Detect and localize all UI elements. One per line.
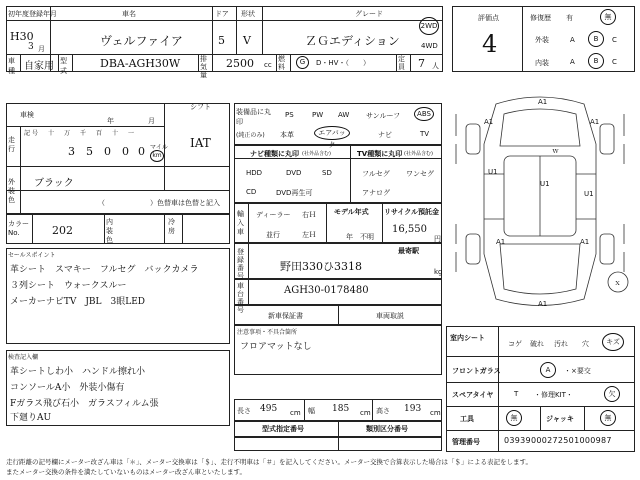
inspector-line-2: コンソールA小 外装小傷有 bbox=[10, 383, 125, 393]
import-parallel: 並行 bbox=[266, 231, 280, 239]
navi-sd: SD bbox=[322, 169, 332, 177]
height-label: 高さ bbox=[376, 407, 390, 415]
first-reg-month: 3 bbox=[28, 42, 34, 52]
jack-value: 無 bbox=[600, 410, 616, 426]
seat-dirt: 汚れ bbox=[554, 340, 568, 348]
reg-number: 野田330ひ3318 bbox=[280, 260, 362, 273]
equipment-sub: (純正のみ) bbox=[236, 132, 265, 139]
score-value: 4 bbox=[482, 30, 498, 58]
interior-label: 内装 bbox=[535, 59, 549, 67]
int-c: C bbox=[612, 58, 617, 66]
displacement-label: 排気量 bbox=[200, 55, 207, 79]
glass-label: フロントガラス bbox=[452, 367, 501, 375]
inspection-year: 年 bbox=[107, 117, 114, 125]
plate-label: 車種 bbox=[8, 57, 15, 75]
selling-line-2: ３列シート ウォークスルー bbox=[10, 281, 127, 291]
repair-yes: 有 bbox=[566, 14, 573, 22]
grade-value: ＺＧエディション bbox=[305, 34, 400, 48]
grade-label: グレード bbox=[355, 10, 383, 18]
capacity-unit: 人 bbox=[432, 62, 439, 70]
navi-type-label: ナビ種類に丸印 bbox=[250, 150, 299, 158]
inspector-line-3: Fガラス飛び石小 ガラスフィルム張 bbox=[10, 399, 159, 409]
equip-navi: ナビ bbox=[378, 131, 392, 139]
length-label: 長さ bbox=[237, 407, 251, 415]
inspector-label: 検査記入欄 bbox=[8, 354, 39, 361]
drive-2wd: 2WD bbox=[419, 17, 439, 35]
import-right: 右Ｈ bbox=[302, 211, 316, 219]
reg-label: 登録番号 bbox=[237, 248, 244, 280]
model-year-label: モデル年式 bbox=[334, 208, 369, 216]
mileage-d5: 0 bbox=[138, 145, 145, 158]
ext-color-label: 外装色 bbox=[8, 178, 15, 204]
capacity-label: 定員 bbox=[398, 55, 405, 71]
model-year-value: 年 不明 bbox=[346, 233, 374, 241]
interior-seat-label: 室内シート bbox=[450, 334, 485, 342]
ext-color-value: ブラック bbox=[34, 178, 74, 189]
navi-hdd: HDD bbox=[246, 169, 263, 177]
exterior-label: 外装 bbox=[535, 36, 549, 44]
inspector-line-1: 革シートしわ小 ハンドル擦れ小 bbox=[10, 367, 146, 377]
manual-label: 車両取説 bbox=[376, 312, 404, 320]
use-type: 自家用 bbox=[24, 61, 54, 72]
jack-label: ジャッキ bbox=[546, 415, 574, 423]
repair-no: 無 bbox=[600, 9, 616, 25]
navi-type-sub: (社外品含む) bbox=[302, 151, 331, 157]
ac-label: 冷房 bbox=[168, 218, 175, 235]
chassis-label: 車台番号 bbox=[237, 282, 244, 314]
mgmt-label: 管理番号 bbox=[452, 438, 480, 446]
car-diagram bbox=[446, 84, 635, 322]
equip-aw: AW bbox=[338, 111, 350, 119]
seat-tear: 破れ bbox=[530, 340, 544, 348]
equip-ps: PS bbox=[285, 111, 294, 119]
selling-line-3: メーカーナビTV JBL 3眼LED bbox=[10, 297, 146, 307]
score-label: 評価点 bbox=[478, 14, 499, 22]
recycle-yen: 円 bbox=[434, 235, 441, 243]
ext-a: A bbox=[570, 36, 575, 44]
mgmt-number: 03939000272501000987 bbox=[504, 436, 612, 445]
recycle-value: 16,550 bbox=[392, 224, 427, 235]
tv-analog: アナログ bbox=[362, 189, 390, 197]
selling-line-1: 革シート スマキー フルセグ バックカメラ bbox=[10, 265, 199, 275]
mileage-d2: 5 bbox=[86, 145, 93, 158]
damage-a1-rear-left: A1 bbox=[496, 238, 506, 246]
width-unit: cm bbox=[360, 409, 371, 417]
repair-label: 修復歴 bbox=[530, 14, 551, 22]
car-name-label: 車名 bbox=[122, 10, 136, 18]
length-unit: cm bbox=[290, 409, 301, 417]
displacement-value: 2500 bbox=[226, 57, 254, 70]
color-paren: （ bbox=[98, 199, 105, 207]
width-value: 185 bbox=[332, 404, 350, 414]
chassis-number: AGH30-0178480 bbox=[284, 285, 369, 296]
tools-label: 工具 bbox=[460, 415, 474, 423]
mileage-label: 走行 bbox=[8, 136, 15, 153]
class-number-label: 類別区分番号 bbox=[366, 425, 408, 433]
precaution-text: フロアマットなし bbox=[240, 342, 312, 352]
inspector-line-4: 下廻りAU bbox=[10, 413, 52, 423]
mileage-mile: マイル bbox=[150, 144, 168, 151]
first-reg-year: H30 bbox=[10, 30, 34, 43]
equip-airbag: エアバック bbox=[314, 126, 350, 140]
fuel-g: G bbox=[296, 56, 309, 69]
interior-color-label: 内装色 bbox=[106, 218, 113, 244]
damage-u1-left: U1 bbox=[488, 168, 498, 176]
color-code-label: カラーNo. bbox=[8, 220, 29, 237]
model-code: DBA-AGH30W bbox=[100, 57, 181, 70]
height-unit: cm bbox=[430, 409, 441, 417]
color-code-value: 202 bbox=[52, 224, 73, 237]
door-count: 5 bbox=[218, 34, 225, 47]
tv-fullseg: フルセグ bbox=[362, 170, 390, 178]
capacity-value: 7 bbox=[418, 57, 425, 70]
damage-a1-front: A1 bbox=[538, 98, 548, 106]
equipment-label: 装備品に丸印 bbox=[236, 108, 271, 126]
car-name: ヴェルファイア bbox=[100, 34, 183, 48]
inspection-month: 月 bbox=[148, 117, 155, 125]
navi-dvd-play: DVD再生可 bbox=[276, 189, 313, 197]
footer-note-1: 走行距離の記号欄にメーター改ざん車は「＊」、メーター交換車は「＄」、走行不明車は「＃」を記入してください。メーター交換で合算表示した場合は「＄」による表記をします。 bbox=[6, 458, 532, 466]
shift-label: シフト bbox=[190, 103, 211, 111]
recycle-label: リサイクル預託金 bbox=[384, 208, 440, 216]
fuel-label: 燃料 bbox=[278, 55, 285, 71]
seat-hole: 穴 bbox=[582, 340, 589, 348]
width-label: 幅 bbox=[308, 407, 315, 415]
month-unit: 月 bbox=[38, 45, 45, 53]
equip-leather: 本革 bbox=[280, 131, 294, 139]
tools-value: 無 bbox=[506, 410, 522, 426]
navi-dvd: DVD bbox=[286, 169, 302, 177]
import-dealer: ディーラー bbox=[256, 211, 291, 219]
seat-scratch: キズ bbox=[602, 333, 624, 351]
equip-sunroof: サンルーフ bbox=[366, 112, 401, 120]
spare-t: T bbox=[514, 390, 519, 398]
equip-tv: TV bbox=[420, 130, 430, 138]
mileage-d1: 3 bbox=[68, 145, 75, 158]
damage-u1-right: U1 bbox=[584, 190, 594, 198]
cc-unit: cc bbox=[264, 61, 272, 69]
spare-none: 欠 bbox=[604, 386, 620, 402]
equip-abs: ABS bbox=[414, 107, 434, 121]
damage-a1-left: A1 bbox=[484, 118, 494, 126]
mileage-d4: 0 bbox=[122, 145, 129, 158]
model-label: 型式 bbox=[60, 57, 67, 75]
navi-cd: CD bbox=[246, 188, 257, 196]
int-a: A bbox=[570, 58, 575, 66]
nearest-station-label: 最寄駅 bbox=[398, 247, 419, 255]
import-label: 輸入車 bbox=[237, 210, 244, 236]
footer-note-2: またメーター交換の条件を満たしていないものはメーター改ざん車といたします。 bbox=[6, 468, 246, 476]
color-note: ）色替車は色替と記入 bbox=[150, 199, 220, 207]
equip-pw: PW bbox=[312, 111, 324, 119]
glass-a: A bbox=[540, 362, 556, 378]
mileage-digit-header: 記号 十 万 千 百 十 一 bbox=[24, 130, 137, 137]
length-value: 495 bbox=[260, 404, 278, 414]
precaution-label: 注意事項・不具合箇所 bbox=[237, 329, 298, 336]
import-left: 左Ｈ bbox=[302, 231, 316, 239]
shift-value: IAT bbox=[190, 136, 211, 150]
kg-unit: kg bbox=[434, 268, 443, 276]
spare-label: スペアタイヤ bbox=[452, 391, 494, 399]
damage-a1-rear-right: A1 bbox=[580, 238, 590, 246]
inspection-label: 車検 bbox=[20, 111, 34, 119]
drive-4wd: 4WD bbox=[421, 42, 438, 50]
tv-type-label: TV種類に丸印 bbox=[357, 150, 403, 158]
warranty-label: 新車保証書 bbox=[268, 312, 303, 320]
damage-a1-rear: A1 bbox=[538, 300, 548, 308]
mileage-d3: 0 bbox=[104, 145, 111, 158]
first-reg-label: 初年度登録年月 bbox=[8, 10, 57, 18]
color-code-block bbox=[6, 214, 230, 244]
spare-kit: ・修理KIT・ bbox=[534, 391, 573, 399]
type-number-label: 型式指定番号 bbox=[262, 425, 304, 433]
seat-burn: コゲ bbox=[508, 340, 522, 348]
door-label: ドア bbox=[215, 10, 229, 18]
mileage-km: km bbox=[150, 150, 164, 162]
tv-oneseg: ワンセグ bbox=[406, 170, 434, 178]
ext-b: B bbox=[588, 31, 604, 47]
selling-label: セールスポイント bbox=[8, 252, 56, 259]
ext-c: C bbox=[612, 36, 617, 44]
int-b: B bbox=[588, 53, 604, 69]
damage-a1-right: A1 bbox=[590, 118, 600, 126]
damage-w: ｗ bbox=[552, 147, 559, 155]
spare-mark: ｘ bbox=[614, 279, 621, 287]
fuel-others: D・HV・（ ） bbox=[316, 59, 370, 67]
tv-type-sub: (社外品含む) bbox=[404, 151, 433, 157]
shape-value: V bbox=[243, 34, 251, 47]
damage-u1-center: U1 bbox=[540, 180, 550, 188]
glass-x: ・×要交 bbox=[564, 367, 591, 375]
height-value: 193 bbox=[404, 404, 422, 414]
shape-label: 形状 bbox=[241, 10, 255, 18]
